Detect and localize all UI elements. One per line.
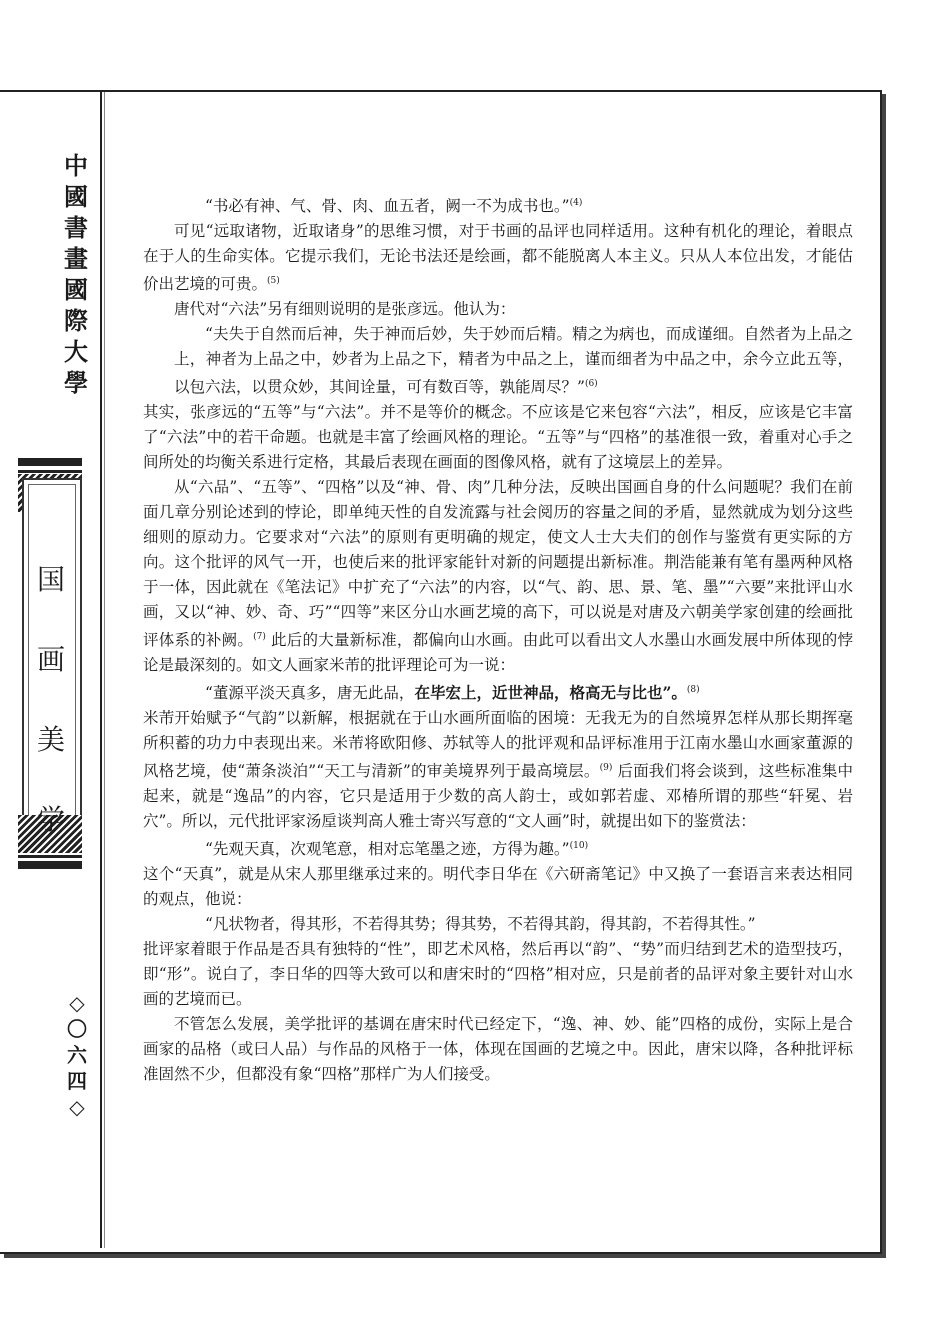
book-title — [34, 540, 68, 860]
paragraph: 这个“天真”，就是从宋人那里继承过来的。明代李日华在《六研斋笔记》中又换了一套语言来表达相同的观点，他说： — [143, 865, 853, 908]
book-title-char: 国 — [36, 563, 65, 596]
paragraph: 米芾开始赋予“气韵”以新解，根据就在于山水画所面临的困境：无我无为的自然境界怎样从那长期挥毫所积蓄的功力中表现出来。米芾将欧阳修、苏轼等人的批评观和品评标准用于江南水墨山水画家董源的风格艺境，使“萧条淡泊”“天工与清新”的审美境界列于最高境层。$^{(9)}$ 后面我们将会谈到，这些标准集中起来，就是“逸品”的内容，它只是适用于少数的高人韵士，或如郭若虚、邓椿所谓的那些“轩冕、岩穴”。所以，元代批评家汤垕谈判高人雅士寄兴写意的“文人画”时，就提出如下的鉴赏法： — [143, 709, 853, 830]
block-quote: “董源平淡天真多，唐无此品，在毕宏上，近世神品，格高无与比也”。$^{(8)}$ — [205, 683, 700, 702]
block-quote: “先观天真，次观笔意，相对忘笔墨之迹，方得为趣。”$^{(10)}$ — [205, 840, 589, 858]
vertical-title-char: 學 — [64, 368, 88, 397]
paragraph: 批评家着眼于作品是否具有独特的“性”，即艺术风格，然后再以“韵”、“势”而归结到艺术的造型技巧，即“形”。说白了，李日华的四等大致可以和唐宋时的“四格”相对应，只是前者的品评对象主要针对山水画的艺境而已。 — [143, 940, 853, 1008]
vertical-title-char: 國 — [64, 275, 88, 304]
vertical-title-char: 際 — [64, 306, 88, 335]
book-title-char: 美 — [36, 723, 65, 756]
paragraph: 唐代对“六法”另有细则说明的是张彦远。他认为： — [174, 300, 516, 318]
vertical-title-char: 國 — [64, 182, 88, 211]
footnote-ref: (9) — [599, 763, 613, 773]
page-number-char: 四 — [67, 1069, 87, 1093]
vertical-title-char: 畫 — [64, 244, 88, 273]
page-number-char: ◇ — [69, 991, 85, 1015]
paragraph: 从“六品”、“五等”、“四格”以及“神、骨、肉”几种分法，反映出国画自身的什么问题呢？我们在前面几章分别论述到的悖论，即单纯天性的自发流露与社会阅历的容量之间的矛盾，显然就成为划分这些细则的原动力。它要求对“六法”的原则有更明确的规定，使文人士大夫们的创作与鉴赏有更实际的方向。这个批评的风气一开，也使后来的批评家能针对新的问题提出新标准。荆浩能兼有笔有墨两种风格于一体，因此就在《笔法记》中扩充了“六法”的内容，以“气、韵、思、景、笔、墨”“六要”来批评山水画，又以“神、妙、奇、巧”“四等”来区分山水画艺境的高下，可以说是对唐及六朝美学家创建的绘画批评体系的补阙。$^{(7)}$ 此后的大量新标准，都偏向山水画。由此可以看出文人水墨山水画发展中所体现的悖论是最深刻的。如文人画家米芾的批评理论可为一说： — [143, 478, 853, 674]
sidebar-divider — [100, 92, 102, 1248]
footnote-ref: (7) — [253, 632, 266, 642]
page-number-char: 〇 — [67, 1017, 87, 1041]
paragraph: 可见“远取诸物，近取诸身”的思维习惯，对于书画的品评也同样适用。这种有机化的理论，着眼点在于人的生命实体。它提示我们，无论书法还是绘画，都不能脱离人本主义。只从人本位出发，才能估价出艺境的可贵。$^{(5)}$ — [143, 222, 853, 293]
block-quote: “书必有神、气、骨、肉、血五者，阙一不为成书也。”$^{(4)}$ — [205, 197, 583, 215]
footnote-ref: (8) — [686, 685, 700, 695]
paragraph: 不管怎么发展，美学批评的基调在唐宋时代已经定下，“逸、神、妙、能”四格的成份，实际上是合画家的品格（或曰人品）与作品的风格于一体，体现在国画的艺境之中。因此，唐宋以降，各种批评标准固然不少，但都没有象“四格”那样广为人们接受。 — [143, 1015, 853, 1083]
block-quote: “凡状物者，得其形，不若得其势；得其势，不若得其韵，得其韵，不若得其性。” — [205, 915, 756, 933]
main-text — [143, 191, 853, 1087]
footnote-ref: (5) — [267, 276, 280, 286]
book-title-char: 学 — [36, 803, 65, 836]
page-number-char: 六 — [67, 1043, 87, 1067]
footnote-ref: (6) — [584, 379, 598, 389]
vertical-title-char: 書 — [64, 213, 88, 242]
sidebar-divider-inner — [104, 92, 105, 1248]
band-bottom — [18, 861, 82, 869]
block-quote: “夫失于自然而后神，失于神而后妙，失于妙而后精。精之为病也，而成谨细。自然者为上品之上，神者为上品之中，妙者为上品之下，精者为中品之上，谨而细者为中品之中，余今立此五等，以包六法，以贯众妙，其间诠量，可有数百等，孰能周尽？”$^{(6)}$ — [174, 325, 853, 396]
band-top-thin — [18, 470, 82, 473]
book-title-char: 画 — [36, 643, 65, 676]
paragraph: 其实，张彦远的“五等”与“六法”。并不是等价的概念。不应该是它来包容“六法”，相反，应该是它丰富了“六法”中的若干命题。也就是丰富了绘画风格的理论。“五等”与“四格”的基准很一致，着重对心手之间所处的均衡关系进行定格，其最后表现在画面的图像风格，就有了这境层上的差异。 — [143, 403, 853, 471]
page-number — [62, 990, 92, 1120]
vertical-title-char: 大 — [64, 337, 88, 366]
page-number-char: ◇ — [69, 1095, 85, 1119]
footnote-ref: (4) — [569, 198, 583, 208]
vertical-title-char: 中 — [64, 151, 88, 180]
footnote-ref: (10) — [569, 841, 589, 851]
band-top — [18, 458, 82, 466]
vertical-series-title — [60, 150, 92, 398]
